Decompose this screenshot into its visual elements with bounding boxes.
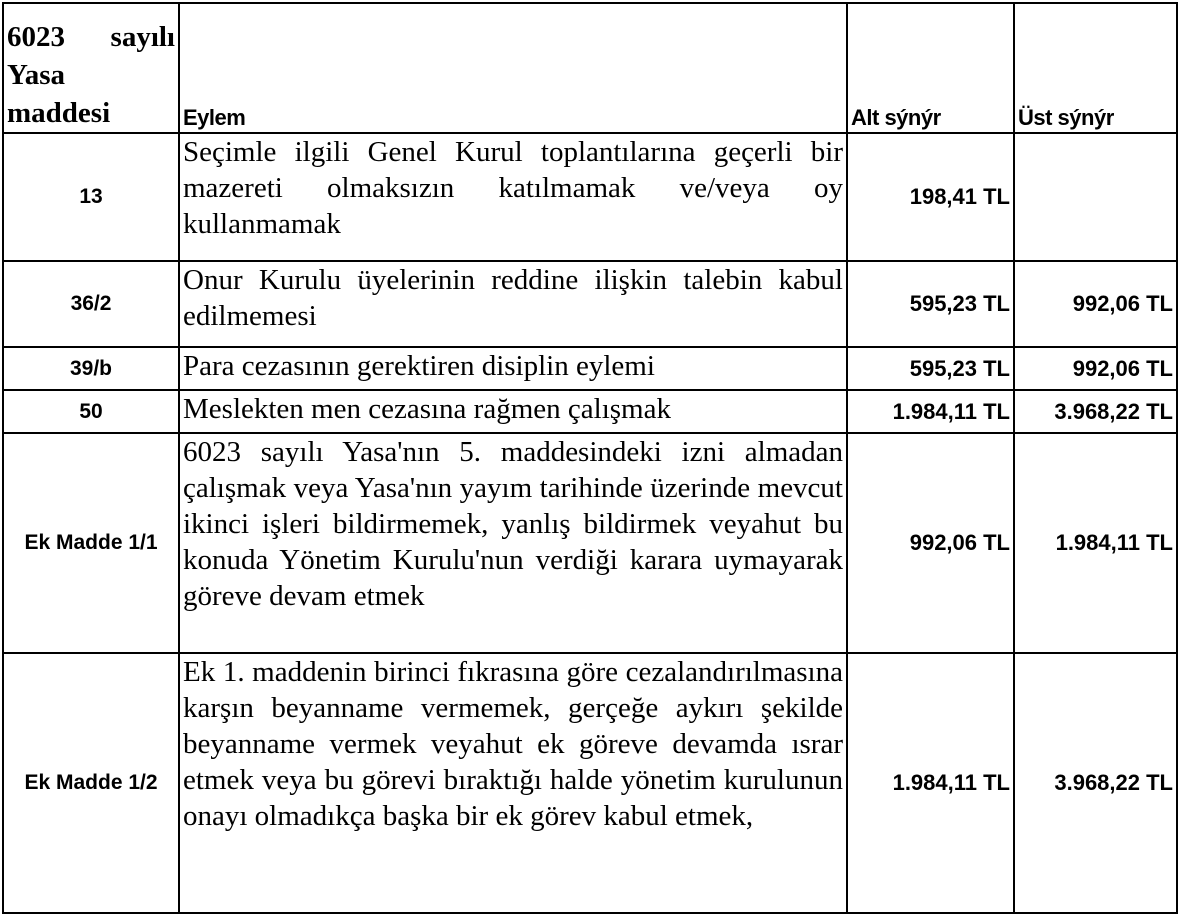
action-cell: Onur Kurulu üyelerinin reddine ilişkin talebin kabul edilmemesi	[179, 261, 847, 347]
table-row	[3, 433, 1177, 653]
action-cell: Para cezasının gerektiren disiplin eylemi	[179, 347, 847, 390]
table-row	[3, 347, 1177, 390]
fee-table	[2, 2, 1178, 914]
upper-limit-cell	[1014, 133, 1177, 261]
article-cell: Ek Madde 1/2	[3, 653, 179, 913]
header-upper-limit: Üst sýnýr	[1014, 3, 1177, 133]
action-cell: Ek 1. maddenin birinci fıkrasına göre cezalandırılmasına karşın beyanname vermemek, gerçeğe aykırı şekilde beyanname vermek veyahut ek göreve devamda ısrar etmek veya bu görevi bıraktığı halde yönetim kurulunun onayı olmadıkça başka bir ek görev kabul etmek,	[179, 653, 847, 913]
action-cell: Seçimle ilgili Genel Kurul toplantılarına geçerli bir mazereti olmaksızın katılmamak ve/veya oy kullanmamak	[179, 133, 847, 261]
header-lower-limit: Alt sýnýr	[847, 3, 1014, 133]
header-row	[3, 3, 1177, 133]
article-cell: Ek Madde 1/1	[3, 433, 179, 653]
table-row	[3, 133, 1177, 261]
lower-limit-cell: 595,23 TL	[847, 261, 1014, 347]
action-cell: 6023 sayılı Yasa'nın 5. maddesindeki izni almadan çalışmak veya Yasa'nın yayım tarihinde üzerinde mevcut ikinci işleri bildirmemek, yanlış bildirmek veyahut bu konuda Yönetim Kurulu'nun verdiği karara uymayarak göreve devam etmek	[179, 433, 847, 653]
article-cell: 36/2	[3, 261, 179, 347]
upper-limit-cell: 3.968,22 TL	[1014, 390, 1177, 433]
lower-limit-cell: 198,41 TL	[847, 133, 1014, 261]
upper-limit-cell: 992,06 TL	[1014, 347, 1177, 390]
article-cell: 39/b	[3, 347, 179, 390]
upper-limit-cell: 992,06 TL	[1014, 261, 1177, 347]
header-action: Eylem	[179, 3, 847, 133]
table-row	[3, 390, 1177, 433]
upper-limit-cell: 3.968,22 TL	[1014, 653, 1177, 913]
upper-limit-cell: 1.984,11 TL	[1014, 433, 1177, 653]
lower-limit-cell: 992,06 TL	[847, 433, 1014, 653]
table-row	[3, 653, 1177, 913]
table-row	[3, 261, 1177, 347]
lower-limit-cell: 595,23 TL	[847, 347, 1014, 390]
action-cell: Meslekten men cezasına rağmen çalışmak	[179, 390, 847, 433]
lower-limit-cell: 1.984,11 TL	[847, 653, 1014, 913]
article-cell: 13	[3, 133, 179, 261]
header-article: 6023 sayılı Yasa maddesi	[3, 3, 179, 133]
article-cell: 50	[3, 390, 179, 433]
lower-limit-cell: 1.984,11 TL	[847, 390, 1014, 433]
